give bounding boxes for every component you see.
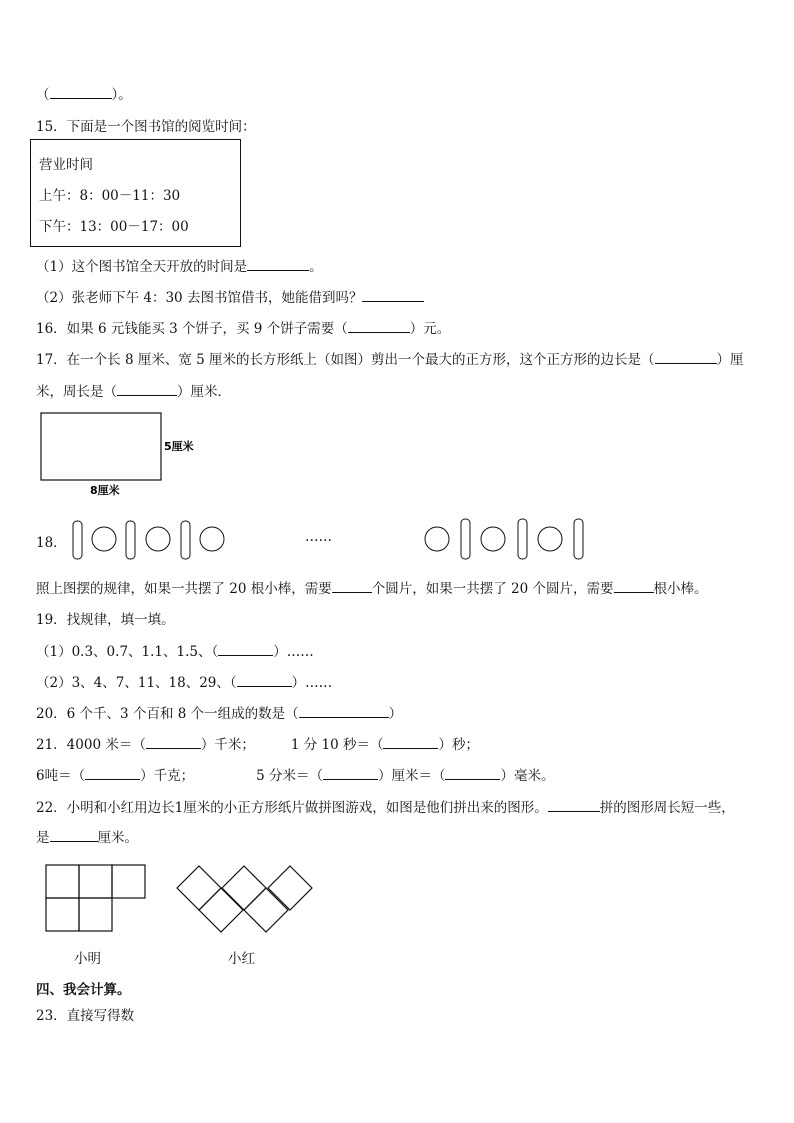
circle bbox=[425, 527, 449, 551]
width-label: 8厘米 bbox=[90, 484, 120, 497]
square bbox=[268, 866, 312, 910]
answer-blank[interactable] bbox=[323, 766, 378, 780]
text: ）毫米。 bbox=[500, 768, 555, 784]
section-4-heading: 四、我会计算。 bbox=[36, 982, 131, 998]
text: 个圆片，如果一共摆了 20 个圆片，需要 bbox=[371, 581, 614, 597]
circle bbox=[92, 527, 116, 551]
stick bbox=[181, 521, 190, 559]
text: （ bbox=[36, 87, 50, 103]
text: 21．4000 米＝（ bbox=[36, 737, 146, 753]
stick bbox=[574, 519, 583, 559]
height-label: 5厘米 bbox=[164, 440, 194, 453]
question-18-text bbox=[36, 577, 708, 597]
text: 拼的图形周长短一些， bbox=[599, 800, 735, 816]
question-19-1 bbox=[36, 640, 314, 660]
question-22-line1 bbox=[36, 796, 735, 816]
answer-blank[interactable] bbox=[548, 798, 600, 812]
answer-blank[interactable] bbox=[146, 735, 201, 749]
ellipsis: …… bbox=[305, 529, 332, 545]
text: ）元。 bbox=[409, 321, 451, 337]
circle bbox=[146, 527, 170, 551]
text: 20．6 个千、3 个百和 8 个一组成的数是（ bbox=[36, 706, 299, 722]
text: ）…… bbox=[273, 644, 314, 660]
text: ）千克； bbox=[140, 768, 195, 784]
stick bbox=[518, 519, 527, 559]
text: 5 分米＝（ bbox=[256, 768, 323, 784]
answer-blank[interactable] bbox=[85, 766, 140, 780]
answer-blank[interactable] bbox=[299, 704, 389, 718]
text: （1）这个图书馆全天开放的时间是 bbox=[36, 259, 248, 275]
square bbox=[244, 888, 288, 932]
text: ）。 bbox=[111, 87, 132, 103]
answer-blank[interactable] bbox=[218, 642, 273, 656]
text: ）…… bbox=[291, 675, 333, 691]
square bbox=[79, 898, 112, 931]
text: 照上图摆的规律，如果一共摆了 20 根小棒，需要 bbox=[36, 581, 332, 597]
question-21-line2 bbox=[36, 764, 554, 784]
text: 1 分 10 秒＝（ bbox=[290, 737, 384, 753]
square bbox=[199, 888, 243, 932]
square bbox=[46, 865, 79, 898]
answer-blank[interactable] bbox=[445, 766, 500, 780]
answer-blank[interactable] bbox=[332, 579, 372, 593]
xiaohong-figure bbox=[177, 866, 312, 932]
text: ）厘 bbox=[716, 352, 744, 368]
question-22-line2 bbox=[36, 826, 138, 846]
text: 厘米。 bbox=[97, 830, 138, 846]
answer-blank[interactable] bbox=[237, 673, 292, 687]
text: （2）3、4、7、11、18、29、（ bbox=[36, 675, 237, 691]
question-19-2 bbox=[36, 671, 332, 691]
question-20 bbox=[36, 702, 402, 722]
square bbox=[79, 865, 112, 898]
xiaoming-figure bbox=[46, 865, 145, 931]
morning-hours: 上午：8：00－11：30 bbox=[39, 188, 181, 204]
question-21-line1 bbox=[36, 733, 479, 753]
question-19: 19．找规律，填一填。 bbox=[36, 612, 175, 628]
text: ）秒； bbox=[438, 737, 479, 753]
question-23: 23．直接写得数 bbox=[36, 1008, 135, 1024]
circle bbox=[538, 527, 562, 551]
pattern-right bbox=[425, 519, 583, 559]
question-18-number: 18． bbox=[36, 535, 67, 551]
circle bbox=[200, 527, 224, 551]
text: ）厘米． bbox=[177, 384, 231, 400]
text: （2）张老师下午 4：30 去图书馆借书，她能借到吗？ bbox=[36, 290, 363, 306]
text: 22．小明和小红用边长1厘米的小正方形纸片做拼图游戏，如图是他们拼出来的图形。 bbox=[36, 800, 548, 816]
answer-blank[interactable] bbox=[383, 735, 438, 749]
stick bbox=[126, 521, 135, 559]
square bbox=[177, 866, 221, 910]
text: 根小棒。 bbox=[653, 581, 708, 597]
hours-title: 营业时间 bbox=[39, 157, 93, 173]
text: ）千米； bbox=[200, 737, 255, 753]
stick bbox=[73, 521, 82, 559]
text: 6吨＝（ bbox=[36, 768, 86, 784]
question-15: 15．下面是一个图书馆的阅览时间： bbox=[36, 119, 256, 135]
text: 米，周长是（ bbox=[36, 384, 117, 400]
stick bbox=[461, 519, 470, 559]
rectangle-figure bbox=[41, 413, 161, 480]
text: 16．如果 6 元钱能买 3 个饼子，买 9 个饼子需要（ bbox=[36, 321, 348, 337]
text: （1）0.3、0.7、1.1、1.5、（ bbox=[36, 644, 219, 660]
afternoon-hours: 下午：13：00－17：00 bbox=[39, 219, 189, 235]
square bbox=[222, 866, 266, 910]
xiaoming-label: 小明 bbox=[74, 951, 101, 967]
circle bbox=[481, 527, 505, 551]
text: ）厘米＝（ bbox=[377, 768, 446, 784]
answer-blank[interactable] bbox=[614, 579, 654, 593]
xiaohong-label: 小红 bbox=[228, 951, 255, 967]
text: 是 bbox=[36, 830, 50, 846]
square bbox=[112, 865, 145, 898]
text: 17．在一个长 8 厘米、宽 5 厘米的长方形纸上（如图）剪出一个最大的正方形，这个正方形的边长是（ bbox=[36, 352, 655, 368]
text: ） bbox=[388, 706, 403, 722]
square bbox=[46, 898, 79, 931]
text: 。 bbox=[309, 259, 323, 275]
pattern-left bbox=[73, 521, 224, 559]
answer-blank[interactable] bbox=[50, 828, 98, 842]
